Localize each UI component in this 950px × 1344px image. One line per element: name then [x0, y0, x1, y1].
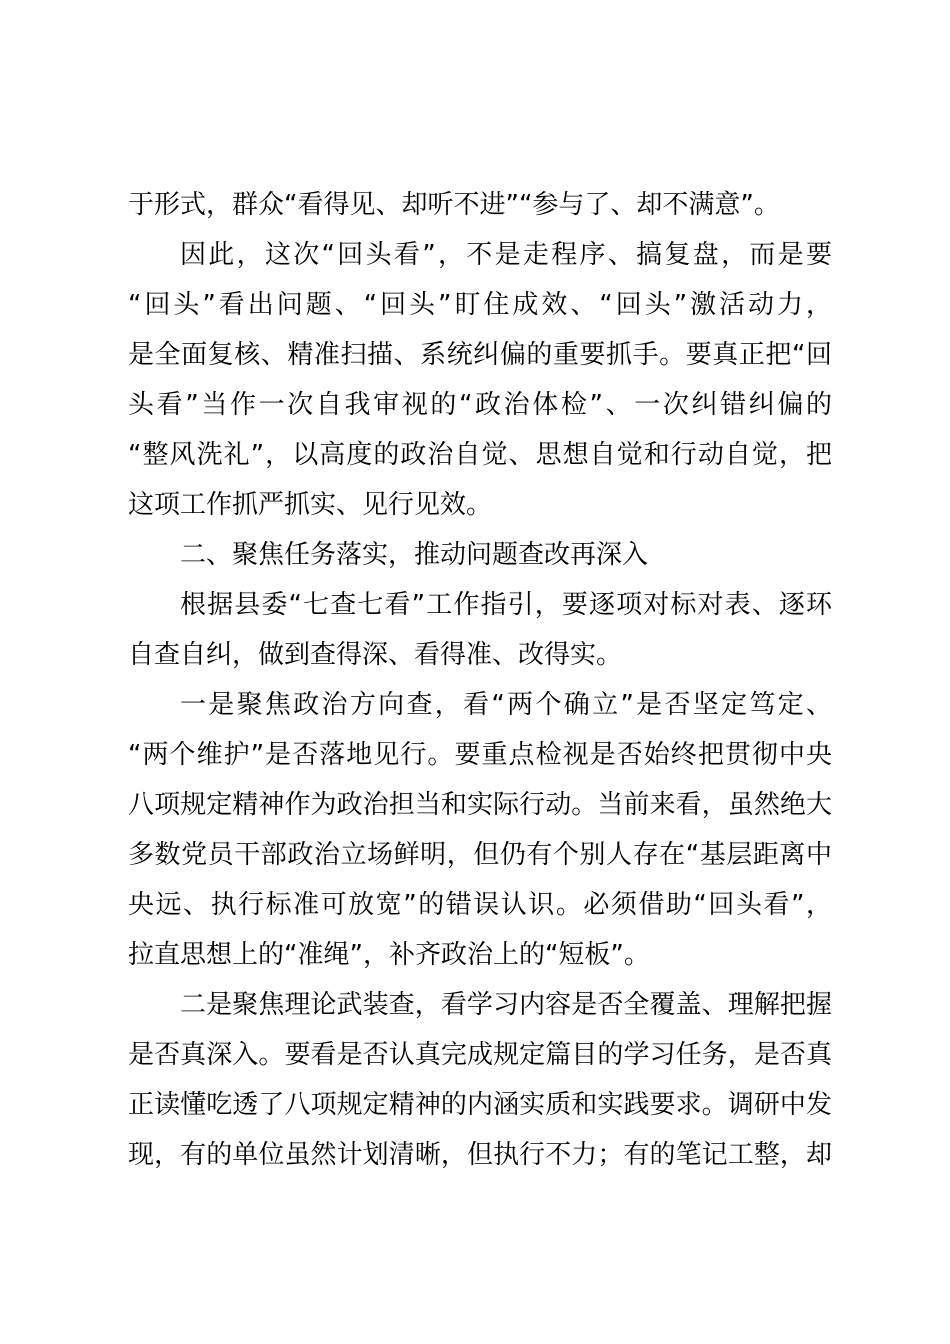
- text-line: “整风洗礼”，以高度的政治自觉、思想自觉和行动自觉，把: [128, 440, 832, 470]
- text-line: 根据县委“七查七看”工作指引，要逐项对标对表、逐环: [180, 590, 832, 620]
- text-line: 二是聚焦理论武装查，看学习内容是否全覆盖、理解把握: [180, 990, 832, 1020]
- text-line: 于形式，群众“看得见、却听不进”“参与了、却不满意”。: [128, 190, 780, 220]
- text-line: 头看”当作一次自我审视的“政治体检”、一次纠错纠偏的: [128, 390, 832, 420]
- text-line: 因此，这次“回头看”，不是走程序、搞复盘，而是要: [180, 240, 832, 270]
- text-line: 自查自纠，做到查得深、看得准、改得实。: [128, 640, 623, 670]
- text-line: 这项工作抓严抓实、见行见效。: [128, 490, 493, 520]
- text-line: 是否真深入。要看是否认真完成规定篇目的学习任务，是否真: [128, 1040, 832, 1070]
- text-line: 现，有的单位虽然计划清晰，但执行不力；有的笔记工整，却: [128, 1140, 832, 1170]
- text-line: “回头”看出问题、“回头”盯住成效、“回头”激活动力，: [128, 290, 832, 320]
- body-text: [128, 180, 832, 1180]
- text-line: 八项规定精神作为政治担当和实际行动。当前来看，虽然绝大: [128, 790, 832, 820]
- text-line: 二、聚焦任务落实，推动问题查改再深入: [180, 540, 649, 570]
- text-line: 央远、执行标准可放宽”的错误认识。必须借助“回头看”，: [128, 890, 832, 920]
- text-line: 拉直思想上的“准绳”，补齐政治上的“短板”。: [128, 940, 650, 970]
- text-line: 一是聚焦政治方向查，看“两个确立”是否坚定笃定、: [180, 690, 832, 720]
- text-line: 是全面复核、精准扫描、系统纠偏的重要抓手。要真正把“回: [128, 340, 832, 370]
- text-line: “两个维护”是否落地见行。要重点检视是否始终把贯彻中央: [128, 740, 832, 770]
- text-line: 正读懂吃透了八项规定精神的内涵实质和实践要求。调研中发: [128, 1090, 832, 1120]
- text-line: 多数党员干部政治立场鲜明，但仍有个别人存在“基层距离中: [128, 840, 832, 870]
